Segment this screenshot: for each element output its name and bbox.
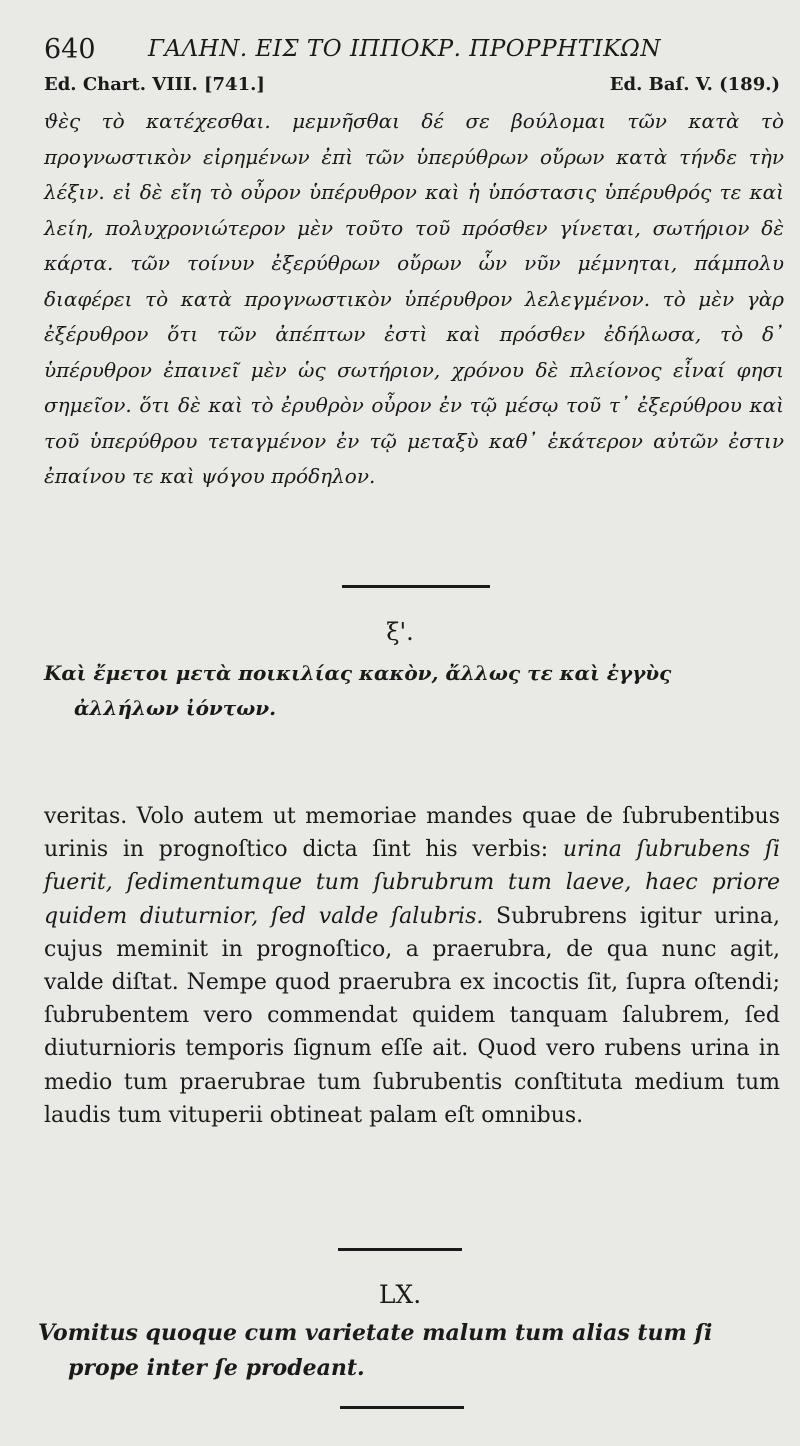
latin-quotation: urina ſubrubens ſi fuerit, ſedimentumque tum ſubrubrum tum laeve, haec priore quidem diuturnior, ſed valde ſalubris. [44, 837, 780, 929]
greek-aphorism-line: ἀλλήλων ἰόντων. [74, 696, 277, 720]
greek-aphorism [44, 656, 784, 726]
page-number: 640 [44, 34, 96, 65]
latin-aphorism-line: prope inter ſe prodeant. [68, 1355, 365, 1381]
page-header [40, 30, 760, 70]
latin-commentary-text: veritas. Volo autem ut memoriae mandes quae de ſubrubentibus urinis in prognoſtico dicta ſint his verbis: [44, 804, 780, 863]
section-divider [338, 1248, 462, 1251]
edition-basel: Ed. Baſ. V. (189.) [609, 74, 780, 95]
latin-section-number: LX. [378, 1280, 422, 1309]
edition-line [44, 74, 780, 102]
section-divider [340, 1406, 464, 1409]
running-title: ΓΑΛΗΝ. ΕΙΣ ΤΟ ΙΠΠΟΚΡ. ΠΡΟΡΡΗΤΙΚΩΝ [148, 36, 661, 62]
section-divider [342, 585, 490, 588]
greek-aphorism-line: Καὶ ἔμετοι μετὰ ποικιλίας κακὸν, ἄλλως τε καὶ ἐγγὺς [44, 661, 672, 685]
greek-commentary: ϑὲς τὸ κατέχεσθαι. μεμνῆσθαι δέ σε βούλομαι τῶν κατὰ τὸ προγνωστικὸν εἰρημένων ἐπὶ τῶν ὑπερύθρων οὔρων κατὰ τήνδε τὴν λέξιν. εἰ δὲ εἴη τὸ οὖρον ὑπέρυθρον καὶ ἡ ὑπόστασις ὑπέρυθρός τε καὶ λείη, πολυχρονιώτερον μὲν τοῦτο τοῦ πρόσθεν γίνεται, σωτήριον δὲ κάρτα. τῶν τοίνυν ἐξερύθρων οὔρων ὧν νῦν μέμνηται, πάμπολυ διαφέρει τὸ κατὰ προγνωστικὸν ὑπέρυθρον λελεγμένον. τὸ μὲν γὰρ ἐξέρυθρον ὅτι τῶν ἀπέπτων ἐστὶ καὶ πρόσθεν ἐδήλωσα, τὸ δ᾽ ὑπέρυθρον ἐπαινεῖ μὲν ὡς σωτήριον, χρόνου δὲ πλείονος εἶναί φησι σημεῖον. ὅτι δὲ καὶ τὸ ἐρυθρὸν οὖρον ἐν τῷ μέσῳ τοῦ τ᾽ ἐξερύθρου καὶ τοῦ ὑπερύθρου τεταγμένον ἐν τῷ μεταξὺ καθ᾽ ἑκάτερον αὐτῶν ἐστιν ἐπαίνου τε καὶ ψόγου πρόδηλον. [44, 109, 784, 488]
latin-aphorism-line: Vomitus quoque cum varietate malum tum alias tum ſi [38, 1320, 713, 1346]
latin-commentary-text: Subrubrens igitur urina, cujus meminit in prognoſtico, a praerubra, de qua nunc agit, valde diſtat. Nempe quod praerubra ex incoctis ſit, ſupra oſtendi; ſubrubentem vero commendat quidem tanquam ſalubrem, ſed diuturnioris temporis ſignum eſſe ait. Quod vero rubens urina in medio tum praerubrae tum ſubrubentis conſtituta medium tum laudis tum vituperii obtineat palam eſt omnibus. [44, 903, 780, 1128]
greek-section-number: ξ'. [386, 618, 414, 646]
latin-aphorism [38, 1316, 780, 1386]
latin-commentary [44, 800, 780, 1132]
edition-chartier: Ed. Chart. VIII. [741.] [44, 74, 265, 95]
